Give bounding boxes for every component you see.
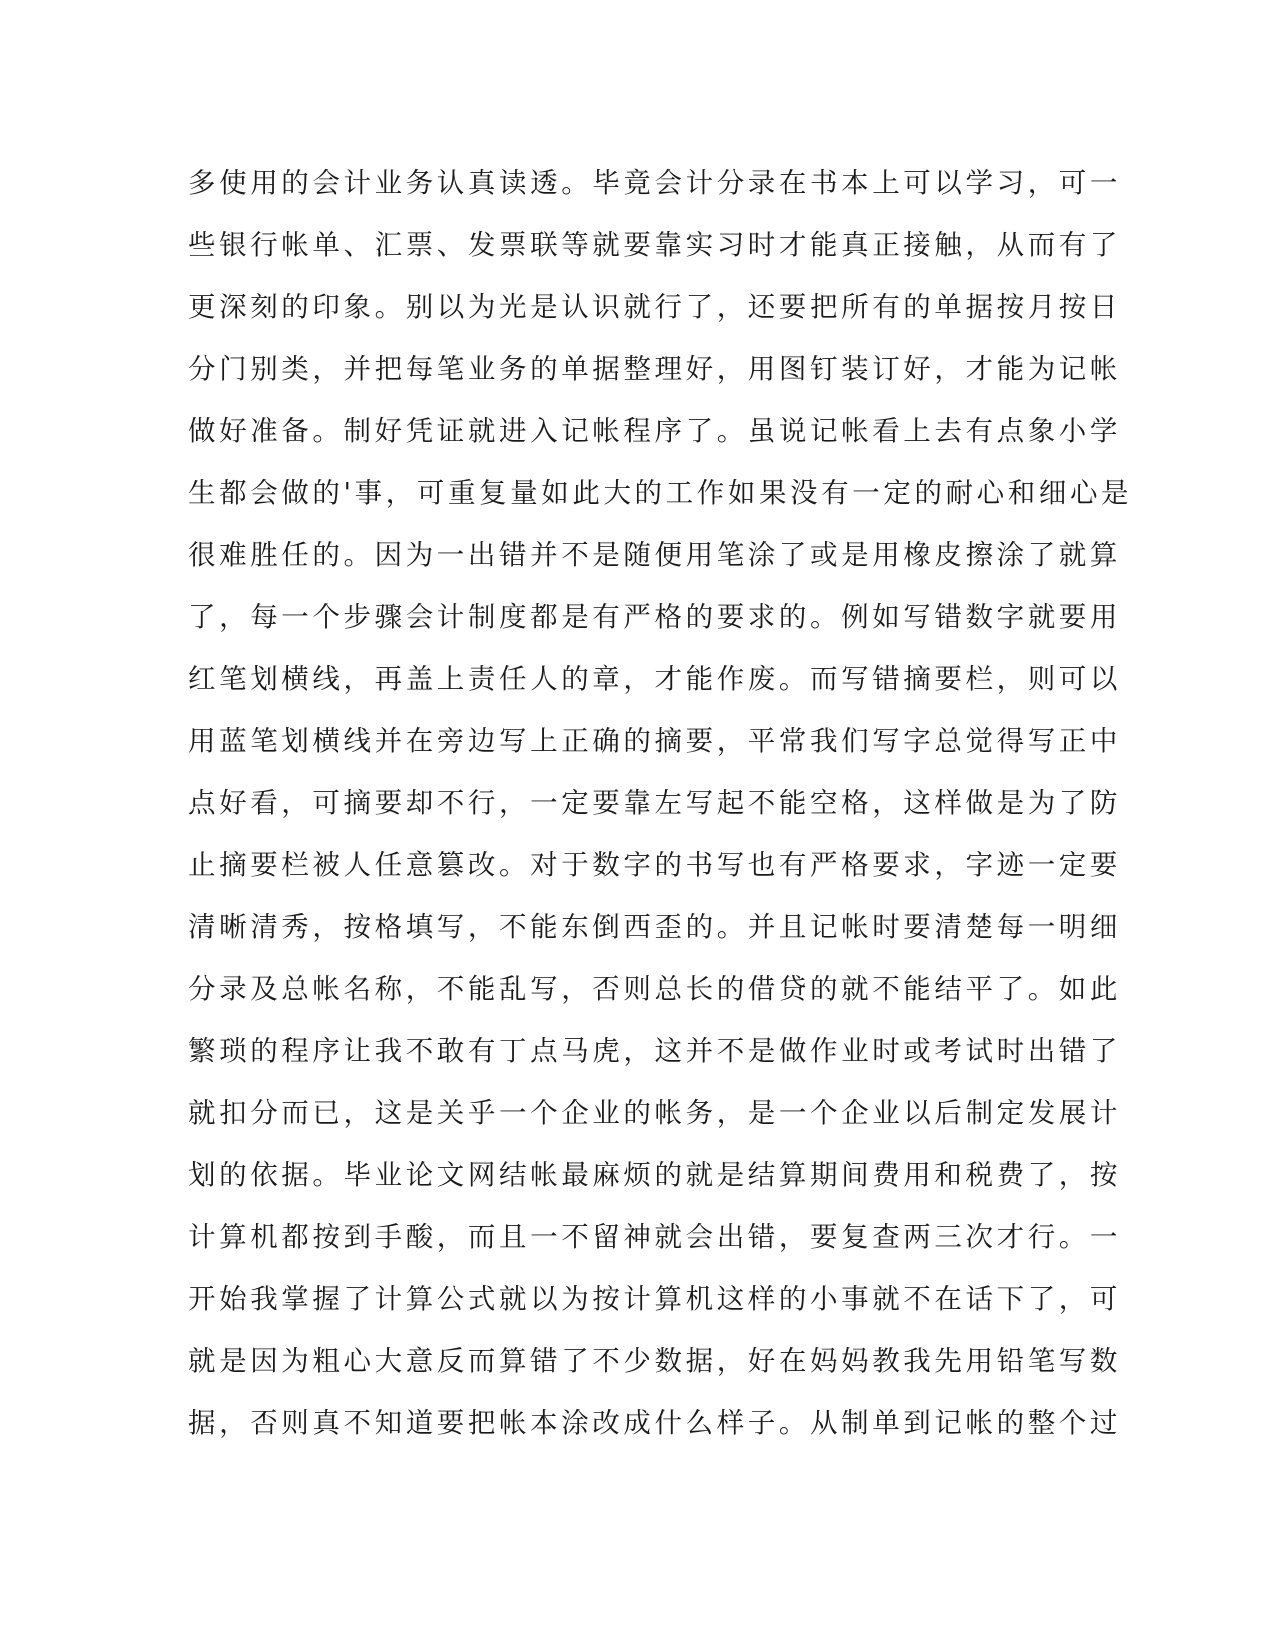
text-line-8: 了，每一个步骤会计制度都是有严格的要求的。例如写错数字就要用 — [188, 601, 1121, 633]
text-line-9: 红笔划横线，再盖上责任人的章，才能作废。而写错摘要栏，则可以 — [188, 663, 1121, 695]
text-line-19: 开始我掌握了计算公式就以为按计算机这样的小事就不在话下了，可 — [188, 1283, 1121, 1315]
text-line-6: 生都会做的'事，可重复量如此大的工作如果没有一定的耐心和细心是 — [188, 477, 1133, 509]
text-line-14: 分录及总帐名称，不能乱写，否则总长的借贷的就不能结平了。如此 — [188, 973, 1121, 1005]
text-line-13: 清晰清秀，按格填写，不能东倒西歪的。并且记帐时要清楚每一明细 — [188, 911, 1121, 943]
text-line-12: 止摘要栏被人任意篡改。对于数字的书写也有严格要求，字迹一定要 — [188, 849, 1121, 881]
text-line-11: 点好看，可摘要却不行，一定要靠左写起不能空格，这样做是为了防 — [188, 787, 1121, 819]
text-line-21: 据，否则真不知道要把帐本涂改成什么样子。从制单到记帐的整个过 — [188, 1407, 1121, 1439]
text-line-10: 用蓝笔划横线并在旁边写上正确的摘要，平常我们写字总觉得写正中 — [188, 725, 1121, 757]
text-line-20: 就是因为粗心大意反而算错了不少数据，好在妈妈教我先用铅笔写数 — [188, 1345, 1121, 1377]
text-line-17: 划的依据。毕业论文网结帐最麻烦的就是结算期间费用和税费了，按 — [188, 1159, 1121, 1191]
text-line-3: 更深刻的印象。别以为光是认识就行了，还要把所有的单据按月按日 — [188, 291, 1121, 323]
text-line-4: 分门别类，并把每笔业务的单据整理好，用图钉装订好，才能为记帐 — [188, 353, 1121, 385]
text-line-18: 计算机都按到手酸，而且一不留神就会出错，要复查两三次才行。一 — [188, 1221, 1121, 1253]
text-line-5: 做好准备。制好凭证就进入记帐程序了。虽说记帐看上去有点象小学 — [188, 415, 1121, 447]
body-text — [188, 152, 1133, 1454]
text-line-7: 很难胜任的。因为一出错并不是随便用笔涂了或是用橡皮擦涂了就算 — [188, 539, 1121, 571]
text-line-2: 些银行帐单、汇票、发票联等就要靠实习时才能真正接触，从而有了 — [188, 229, 1121, 261]
text-line-15: 繁琐的程序让我不敢有丁点马虎，这并不是做作业时或考试时出错了 — [188, 1035, 1121, 1067]
text-line-1: 多使用的会计业务认真读透。毕竟会计分录在书本上可以学习，可一 — [188, 167, 1121, 199]
text-line-16: 就扣分而已，这是关乎一个企业的帐务，是一个企业以后制定发展计 — [188, 1097, 1121, 1129]
